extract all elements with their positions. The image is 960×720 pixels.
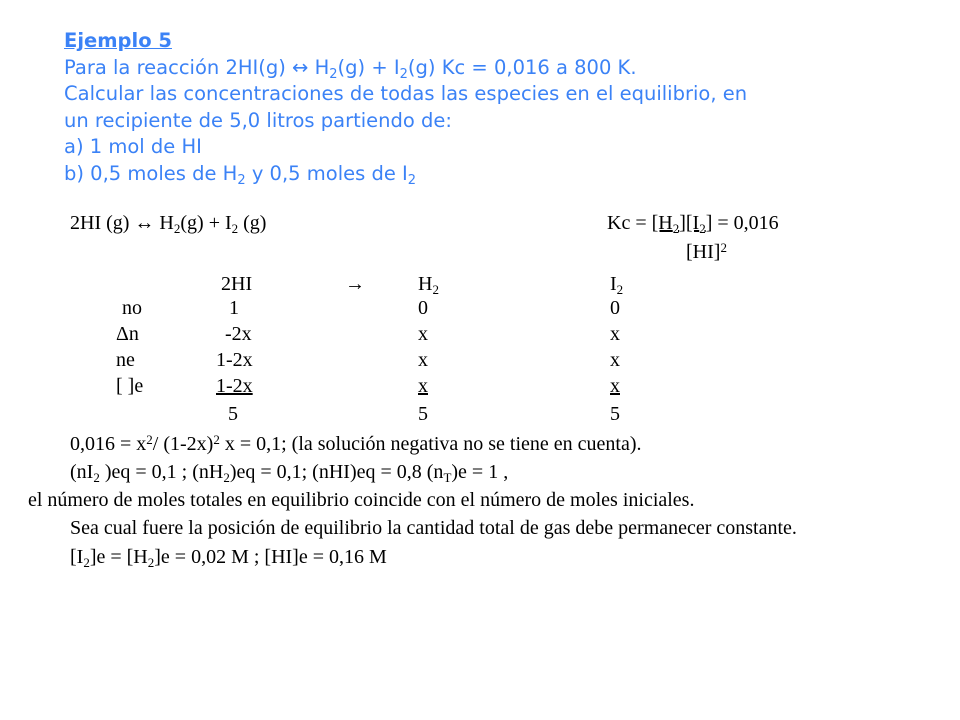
cell-no-hi: 1 xyxy=(229,297,239,319)
solution-note-2: Sea cual fuere la posición de equilibrio la cantidad total de gas debe permanecer constante. xyxy=(70,517,797,539)
cell-ne-hi: 1-2x xyxy=(216,349,253,371)
row-label-conc-e: [ ]e xyxy=(116,375,144,397)
reaction-equation: 2HI (g) ↔ $H_2(g) + I_2$ (g) xyxy=(70,212,267,236)
cell-ce-i2: x xyxy=(610,375,620,397)
reaction-line: Para la reacción 2HI(g) ↔ $H_2(g) + I_2(g) Kc = 0,016$ a 800 K. xyxy=(64,55,637,82)
solution-concentrations: $[I_2]e = [H_2]e = 0,02$ M ; [HI]e = 0,16 M xyxy=(70,546,387,570)
case-a: a) 1 mol de HI xyxy=(64,135,202,158)
cell-dn-hi: -2x xyxy=(225,323,252,345)
row-label-ne: ne xyxy=(116,349,135,371)
row-label-delta-n: Δn xyxy=(116,323,139,345)
solution-note-1: el número de moles totales en equilibrio coincide con el número de moles iniciales. xyxy=(28,489,695,511)
header-arrow: → xyxy=(345,273,365,295)
example-title: Ejemplo 5 xyxy=(64,29,172,52)
denominator-hi: 5 xyxy=(228,403,238,425)
header-i2: $I_2$ xyxy=(610,273,624,297)
denominator-h2: 5 xyxy=(418,403,428,425)
solution-equation: $0,016 = x^2/$ $(1-2x)^2$ x = 0,1; (la solución negativa no se tiene en cuenta). xyxy=(70,432,642,455)
solution-moles: ($nI_2$ )eq = 0,1 ; $(nH_2)eq = 0,1$; (nHI)eq = 0,8 $(n_T)e = 1$ , xyxy=(70,461,509,485)
cell-dn-i2: x xyxy=(610,323,620,345)
problem-statement xyxy=(64,28,944,187)
cell-dn-h2: x xyxy=(418,323,428,345)
statement-line-3: un recipiente de 5,0 litros partiendo de: xyxy=(64,108,452,132)
cell-ce-h2: x xyxy=(418,375,428,397)
header-hi: 2HI xyxy=(221,273,253,295)
denominator-i2: 5 xyxy=(610,403,620,425)
cell-no-i2: 0 xyxy=(610,297,620,319)
header-h2: $H_2$ xyxy=(418,273,439,297)
cell-no-h2: 0 xyxy=(418,297,428,319)
case-b: b) 0,5 moles de $H_2$ y 0,5 moles de $I_2$ xyxy=(64,161,417,188)
statement-line-2: Calcular las concentraciones de todas las especies en el equilibrio, en xyxy=(64,82,748,105)
kc-denominator: [HI]$^2$ xyxy=(686,240,727,263)
cell-ne-i2: x xyxy=(610,349,620,371)
row-label-no: no xyxy=(122,297,142,319)
cell-ne-h2: x xyxy=(418,349,428,371)
kc-expression: $Kc = [H_2][I_2] = 0,016$ xyxy=(607,212,779,236)
cell-ce-hi: 1-2x xyxy=(216,375,253,397)
